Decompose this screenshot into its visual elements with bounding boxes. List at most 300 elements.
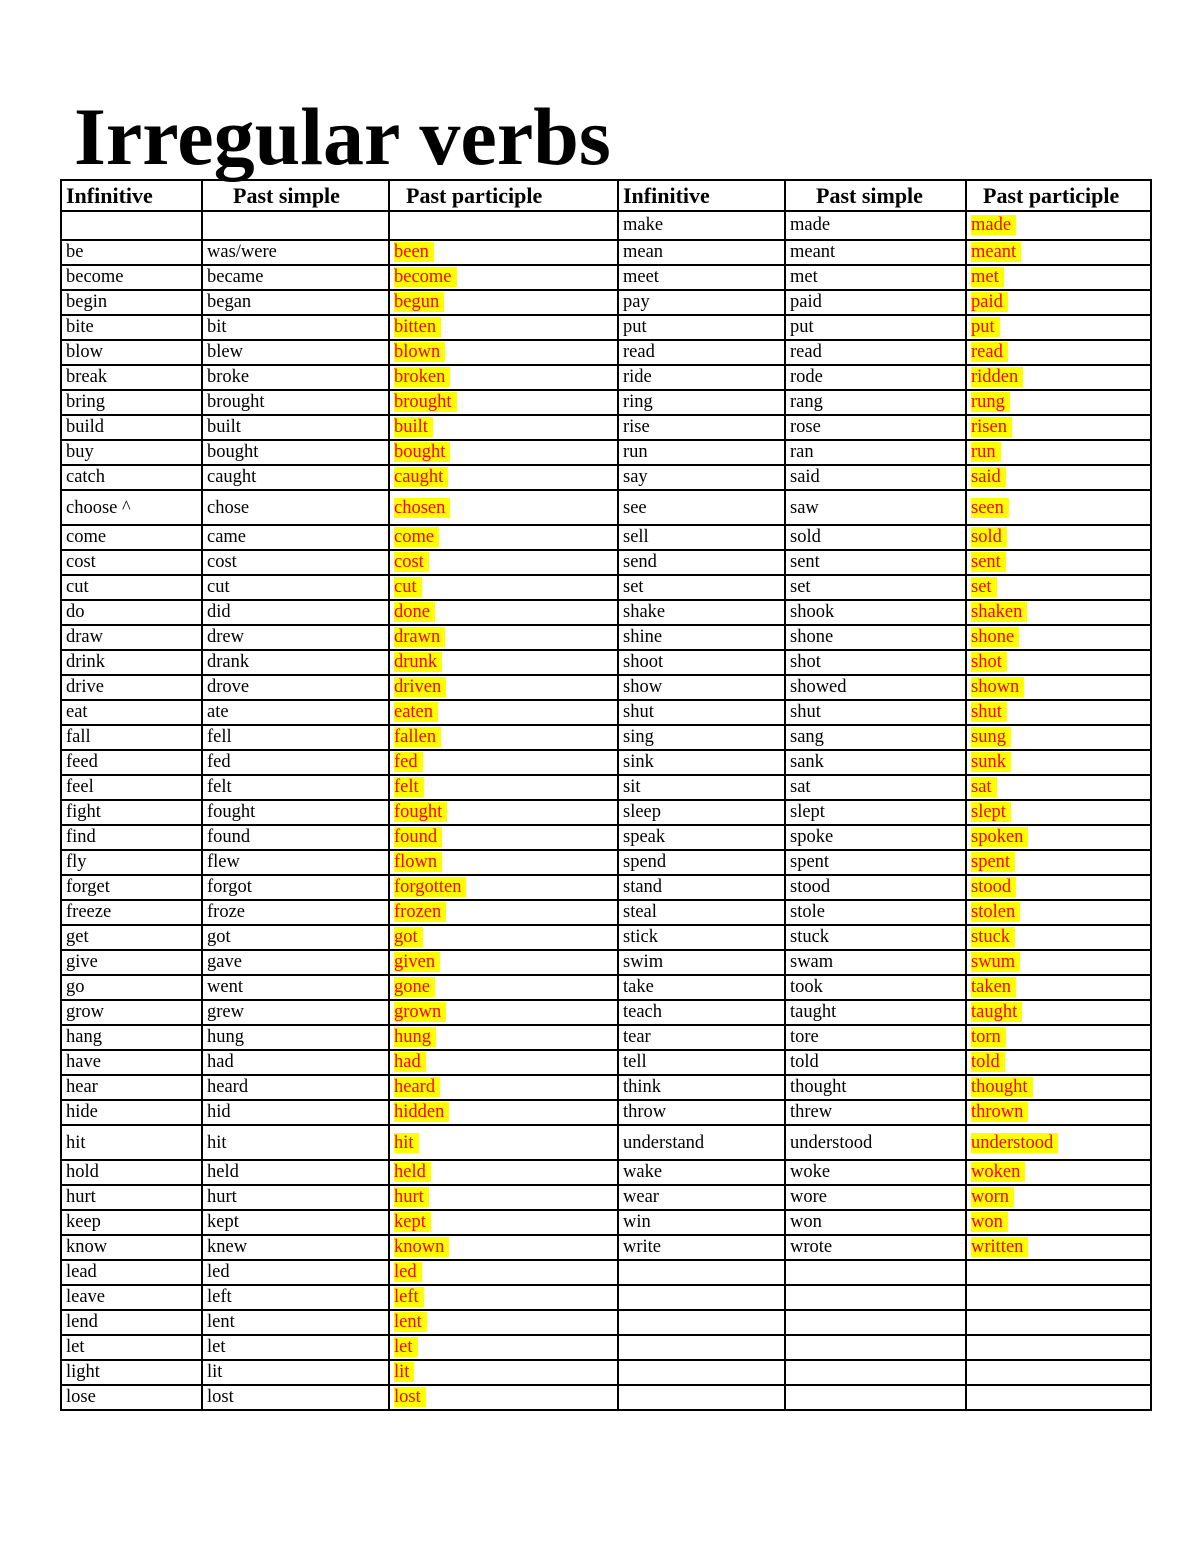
highlighted-participle: kept	[394, 1212, 431, 1232]
past-simple-cell: wore	[785, 1185, 966, 1210]
past-participle-cell	[389, 415, 618, 440]
past-simple-cell: paid	[785, 290, 966, 315]
past-participle-cell	[966, 440, 1151, 465]
infinitive-cell: send	[618, 550, 785, 575]
past-simple-cell: heard	[202, 1075, 389, 1100]
infinitive-cell: drive	[61, 675, 202, 700]
infinitive-cell: hit	[61, 1125, 202, 1160]
past-participle-cell	[389, 1050, 618, 1075]
infinitive-cell	[618, 1385, 785, 1410]
infinitive-cell: eat	[61, 700, 202, 725]
highlighted-participle: spoken	[971, 827, 1028, 847]
past-simple-cell: fought	[202, 800, 389, 825]
highlighted-participle: hung	[394, 1027, 436, 1047]
infinitive-cell: lend	[61, 1310, 202, 1335]
infinitive-cell: tear	[618, 1025, 785, 1050]
infinitive-cell: light	[61, 1360, 202, 1385]
infinitive-cell	[618, 1260, 785, 1285]
infinitive-cell: drink	[61, 650, 202, 675]
past-participle-cell	[389, 265, 618, 290]
infinitive-cell: find	[61, 825, 202, 850]
highlighted-participle: gone	[394, 977, 435, 997]
past-simple-cell: understood	[785, 1125, 966, 1160]
past-participle-cell	[389, 1310, 618, 1335]
highlighted-participle: fed	[394, 752, 423, 772]
table-row	[61, 1000, 1151, 1025]
highlighted-participle: found	[394, 827, 442, 847]
highlighted-participle: thrown	[971, 1102, 1028, 1122]
past-simple-cell: sang	[785, 725, 966, 750]
past-participle-cell	[966, 1335, 1151, 1360]
past-participle-cell	[389, 900, 618, 925]
table-row	[61, 550, 1151, 575]
highlighted-participle: hidden	[394, 1102, 449, 1122]
header-infinitive: Infinitive	[618, 180, 785, 211]
past-simple-cell: rose	[785, 415, 966, 440]
highlighted-participle: swum	[971, 952, 1020, 972]
table-row	[61, 365, 1151, 390]
highlighted-participle: hit	[394, 1133, 419, 1153]
highlighted-participle: read	[971, 342, 1008, 362]
infinitive-cell: get	[61, 925, 202, 950]
header-row	[61, 180, 1151, 211]
highlighted-participle: grown	[394, 1002, 446, 1022]
infinitive-cell: be	[61, 240, 202, 265]
infinitive-cell: become	[61, 265, 202, 290]
header-infinitive: Infinitive	[61, 180, 202, 211]
past-participle-cell	[389, 1260, 618, 1285]
past-simple-cell: lent	[202, 1310, 389, 1335]
highlighted-participle: understood	[971, 1133, 1058, 1153]
past-simple-cell: fell	[202, 725, 389, 750]
highlighted-participle: stolen	[971, 902, 1020, 922]
highlighted-participle: taken	[971, 977, 1016, 997]
infinitive-cell: rise	[618, 415, 785, 440]
highlighted-participle: set	[971, 577, 997, 597]
highlighted-participle: done	[394, 602, 435, 622]
highlighted-participle: cut	[394, 577, 422, 597]
table-row	[61, 900, 1151, 925]
table-row	[61, 465, 1151, 490]
past-simple-cell: sank	[785, 750, 966, 775]
past-participle-cell	[966, 800, 1151, 825]
infinitive-cell: write	[618, 1235, 785, 1260]
infinitive-cell: hang	[61, 1025, 202, 1050]
past-simple-cell: hit	[202, 1125, 389, 1160]
table-row	[61, 925, 1151, 950]
table-row	[61, 1050, 1151, 1075]
highlighted-participle: shaken	[971, 602, 1027, 622]
past-simple-cell: lost	[202, 1385, 389, 1410]
past-simple-cell	[202, 211, 389, 240]
highlighted-participle: torn	[971, 1027, 1006, 1047]
highlighted-participle: eaten	[394, 702, 438, 722]
infinitive-cell: bring	[61, 390, 202, 415]
page-title: Irregular verbs	[74, 91, 611, 182]
past-participle-cell	[389, 825, 618, 850]
infinitive-cell: mean	[618, 240, 785, 265]
past-simple-cell: tore	[785, 1025, 966, 1050]
past-participle-cell	[389, 750, 618, 775]
infinitive-cell: wear	[618, 1185, 785, 1210]
infinitive-cell: grow	[61, 1000, 202, 1025]
highlighted-participle: lent	[394, 1312, 427, 1332]
past-participle-cell	[966, 1185, 1151, 1210]
past-simple-cell: grew	[202, 1000, 389, 1025]
table-row	[61, 290, 1151, 315]
table-row	[61, 490, 1151, 525]
past-participle-cell	[389, 700, 618, 725]
past-participle-cell	[389, 1075, 618, 1100]
past-simple-cell: was/were	[202, 240, 389, 265]
table-row	[61, 650, 1151, 675]
past-participle-cell	[966, 1385, 1151, 1410]
highlighted-participle: had	[394, 1052, 426, 1072]
highlighted-participle: heard	[394, 1077, 440, 1097]
table-row	[61, 825, 1151, 850]
past-simple-cell: made	[785, 211, 966, 240]
past-participle-cell	[966, 1000, 1151, 1025]
past-participle-cell	[389, 675, 618, 700]
past-simple-cell: threw	[785, 1100, 966, 1125]
past-participle-cell	[966, 950, 1151, 975]
infinitive-cell: bite	[61, 315, 202, 340]
highlighted-participle: built	[394, 417, 433, 437]
past-participle-cell	[389, 650, 618, 675]
past-participle-cell	[966, 725, 1151, 750]
past-participle-cell	[389, 1210, 618, 1235]
past-simple-cell: read	[785, 340, 966, 365]
table-row	[61, 440, 1151, 465]
infinitive-cell: steal	[618, 900, 785, 925]
highlighted-participle: fought	[394, 802, 447, 822]
highlighted-participle: sent	[971, 552, 1006, 572]
table-row	[61, 750, 1151, 775]
past-participle-cell	[966, 1025, 1151, 1050]
highlighted-participle: sunk	[971, 752, 1011, 772]
past-participle-cell	[389, 365, 618, 390]
past-simple-cell: rang	[785, 390, 966, 415]
header-past-simple: Past simple	[785, 180, 966, 211]
past-simple-cell: drank	[202, 650, 389, 675]
past-participle-cell	[389, 315, 618, 340]
table-row	[61, 1260, 1151, 1285]
past-simple-cell: built	[202, 415, 389, 440]
past-participle-cell	[389, 1000, 618, 1025]
infinitive-cell: ring	[618, 390, 785, 415]
infinitive-cell: tell	[618, 1050, 785, 1075]
past-participle-cell	[966, 575, 1151, 600]
past-participle-cell	[966, 700, 1151, 725]
infinitive-cell: cost	[61, 550, 202, 575]
past-participle-cell	[389, 1160, 618, 1185]
table-row	[61, 725, 1151, 750]
infinitive-cell: throw	[618, 1100, 785, 1125]
past-participle-cell	[389, 290, 618, 315]
table-row	[61, 1335, 1151, 1360]
table-row	[61, 800, 1151, 825]
infinitive-cell: shut	[618, 700, 785, 725]
infinitive-cell: draw	[61, 625, 202, 650]
infinitive-cell: come	[61, 525, 202, 550]
past-simple-cell: saw	[785, 490, 966, 525]
past-simple-cell: stood	[785, 875, 966, 900]
past-participle-cell	[966, 900, 1151, 925]
past-simple-cell: caught	[202, 465, 389, 490]
highlighted-participle: thought	[971, 1077, 1033, 1097]
past-participle-cell	[966, 525, 1151, 550]
past-simple-cell: met	[785, 265, 966, 290]
infinitive-cell: put	[618, 315, 785, 340]
highlighted-participle: met	[971, 267, 1004, 287]
table-row	[61, 1100, 1151, 1125]
infinitive-cell: hold	[61, 1160, 202, 1185]
past-simple-cell: told	[785, 1050, 966, 1075]
highlighted-participle: begun	[394, 292, 444, 312]
past-participle-cell	[966, 315, 1151, 340]
past-participle-cell	[389, 600, 618, 625]
infinitive-cell: fly	[61, 850, 202, 875]
table-row	[61, 850, 1151, 875]
highlighted-participle: bitten	[394, 317, 441, 337]
past-participle-cell	[966, 365, 1151, 390]
past-participle-cell	[389, 1335, 618, 1360]
past-participle-cell	[389, 975, 618, 1000]
table-row	[61, 575, 1151, 600]
past-participle-cell	[966, 340, 1151, 365]
header-past-participle: Past participle	[966, 180, 1151, 211]
past-participle-cell	[966, 1260, 1151, 1285]
past-simple-cell	[785, 1260, 966, 1285]
highlighted-participle: seen	[971, 498, 1009, 518]
past-participle-cell	[389, 550, 618, 575]
past-participle-cell	[966, 265, 1151, 290]
past-participle-cell	[966, 490, 1151, 525]
table-row	[61, 600, 1151, 625]
table-row	[61, 1360, 1151, 1385]
past-participle-cell	[389, 490, 618, 525]
highlighted-participle: sat	[971, 777, 997, 797]
past-simple-cell: spent	[785, 850, 966, 875]
infinitive-cell: blow	[61, 340, 202, 365]
infinitive-cell: lead	[61, 1260, 202, 1285]
table-row	[61, 1025, 1151, 1050]
highlighted-participle: shot	[971, 652, 1007, 672]
past-simple-cell: slept	[785, 800, 966, 825]
infinitive-cell: read	[618, 340, 785, 365]
past-participle-cell	[966, 1125, 1151, 1160]
infinitive-cell: see	[618, 490, 785, 525]
infinitive-cell: feel	[61, 775, 202, 800]
past-participle-cell	[966, 1235, 1151, 1260]
infinitive-cell: sing	[618, 725, 785, 750]
past-simple-cell	[785, 1310, 966, 1335]
table-row	[61, 875, 1151, 900]
highlighted-participle: lit	[394, 1362, 414, 1382]
past-simple-cell: wrote	[785, 1235, 966, 1260]
infinitive-cell: win	[618, 1210, 785, 1235]
highlighted-participle: known	[394, 1237, 449, 1257]
past-participle-cell	[389, 850, 618, 875]
table-body	[61, 211, 1151, 1410]
past-simple-cell: hid	[202, 1100, 389, 1125]
infinitive-cell: speak	[618, 825, 785, 850]
table-row	[61, 675, 1151, 700]
highlighted-participle: taught	[971, 1002, 1022, 1022]
past-simple-cell: ate	[202, 700, 389, 725]
past-participle-cell	[389, 950, 618, 975]
past-participle-cell	[966, 415, 1151, 440]
highlighted-participle: drunk	[394, 652, 442, 672]
highlighted-participle: held	[394, 1162, 431, 1182]
infinitive-cell: sit	[618, 775, 785, 800]
past-participle-cell	[966, 390, 1151, 415]
past-participle-cell	[389, 340, 618, 365]
infinitive-cell: build	[61, 415, 202, 440]
past-simple-cell: kept	[202, 1210, 389, 1235]
past-participle-cell	[389, 800, 618, 825]
highlighted-participle: left	[394, 1287, 424, 1307]
table-row	[61, 950, 1151, 975]
past-participle-cell	[966, 211, 1151, 240]
infinitive-cell: shoot	[618, 650, 785, 675]
highlighted-participle: shown	[971, 677, 1024, 697]
infinitive-cell: show	[618, 675, 785, 700]
past-participle-cell	[966, 850, 1151, 875]
infinitive-cell: freeze	[61, 900, 202, 925]
highlighted-participle: spent	[971, 852, 1015, 872]
infinitive-cell: cut	[61, 575, 202, 600]
past-participle-cell	[389, 1235, 618, 1260]
highlighted-participle: told	[971, 1052, 1005, 1072]
infinitive-cell	[618, 1360, 785, 1385]
infinitive-cell: do	[61, 600, 202, 625]
past-simple-cell: gave	[202, 950, 389, 975]
past-simple-cell	[785, 1385, 966, 1410]
past-participle-cell	[966, 465, 1151, 490]
past-participle-cell	[966, 240, 1151, 265]
highlighted-participle: risen	[971, 417, 1012, 437]
highlighted-participle: got	[394, 927, 423, 947]
table-row	[61, 1285, 1151, 1310]
past-participle-cell	[389, 390, 618, 415]
infinitive-cell: buy	[61, 440, 202, 465]
highlighted-participle: become	[394, 267, 457, 287]
past-simple-cell: won	[785, 1210, 966, 1235]
table-row	[61, 390, 1151, 415]
past-simple-cell: chose	[202, 490, 389, 525]
past-simple-cell: ran	[785, 440, 966, 465]
past-participle-cell	[966, 1075, 1151, 1100]
table-row	[61, 700, 1151, 725]
past-participle-cell	[966, 750, 1151, 775]
past-simple-cell: fed	[202, 750, 389, 775]
past-simple-cell: said	[785, 465, 966, 490]
highlighted-participle: hurt	[394, 1187, 429, 1207]
highlighted-participle: let	[394, 1337, 418, 1357]
infinitive-cell: swim	[618, 950, 785, 975]
past-participle-cell	[389, 575, 618, 600]
past-simple-cell: broke	[202, 365, 389, 390]
infinitive-cell: stand	[618, 875, 785, 900]
past-simple-cell: swam	[785, 950, 966, 975]
highlighted-participle: paid	[971, 292, 1008, 312]
header-past-participle: Past participle	[389, 180, 618, 211]
infinitive-cell: fall	[61, 725, 202, 750]
past-participle-cell	[389, 1025, 618, 1050]
past-participle-cell	[389, 1285, 618, 1310]
table-row	[61, 240, 1151, 265]
past-participle-cell	[389, 440, 618, 465]
infinitive-cell: wake	[618, 1160, 785, 1185]
past-participle-cell	[389, 525, 618, 550]
infinitive-cell: meet	[618, 265, 785, 290]
infinitive-cell: let	[61, 1335, 202, 1360]
past-simple-cell: shut	[785, 700, 966, 725]
past-simple-cell: meant	[785, 240, 966, 265]
past-simple-cell: set	[785, 575, 966, 600]
infinitive-cell: spend	[618, 850, 785, 875]
infinitive-cell: hear	[61, 1075, 202, 1100]
highlighted-participle: come	[394, 527, 439, 547]
past-simple-cell: hung	[202, 1025, 389, 1050]
table-row	[61, 415, 1151, 440]
past-participle-cell	[966, 1210, 1151, 1235]
past-participle-cell	[966, 875, 1151, 900]
irregular-verbs-table	[60, 179, 1152, 1411]
highlighted-participle: blown	[394, 342, 445, 362]
past-simple-cell: rode	[785, 365, 966, 390]
infinitive-cell	[618, 1335, 785, 1360]
highlighted-participle: felt	[394, 777, 424, 797]
table-row	[61, 1385, 1151, 1410]
highlighted-participle: chosen	[394, 498, 450, 518]
infinitive-cell: teach	[618, 1000, 785, 1025]
infinitive-cell: forget	[61, 875, 202, 900]
past-simple-cell: drove	[202, 675, 389, 700]
highlighted-participle: flown	[394, 852, 442, 872]
past-simple-cell: knew	[202, 1235, 389, 1260]
infinitive-cell: shine	[618, 625, 785, 650]
past-simple-cell: bit	[202, 315, 389, 340]
past-participle-cell	[389, 725, 618, 750]
past-simple-cell: left	[202, 1285, 389, 1310]
highlighted-participle: made	[971, 215, 1016, 235]
past-participle-cell	[966, 650, 1151, 675]
infinitive-cell: sink	[618, 750, 785, 775]
infinitive-cell: begin	[61, 290, 202, 315]
past-participle-cell	[389, 465, 618, 490]
highlighted-participle: bought	[394, 442, 450, 462]
highlighted-participle: woken	[971, 1162, 1025, 1182]
highlighted-participle: stood	[971, 877, 1016, 897]
past-simple-cell: began	[202, 290, 389, 315]
highlighted-participle: brought	[394, 392, 457, 412]
table-row	[61, 211, 1151, 240]
past-simple-cell: lit	[202, 1360, 389, 1385]
past-simple-cell: thought	[785, 1075, 966, 1100]
past-participle-cell	[966, 625, 1151, 650]
past-simple-cell: woke	[785, 1160, 966, 1185]
table-row	[61, 1185, 1151, 1210]
infinitive-cell: lose	[61, 1385, 202, 1410]
past-simple-cell: shone	[785, 625, 966, 650]
table-row	[61, 525, 1151, 550]
past-participle-cell	[389, 875, 618, 900]
highlighted-participle: driven	[394, 677, 446, 697]
past-simple-cell: found	[202, 825, 389, 850]
past-participle-cell	[966, 1285, 1151, 1310]
